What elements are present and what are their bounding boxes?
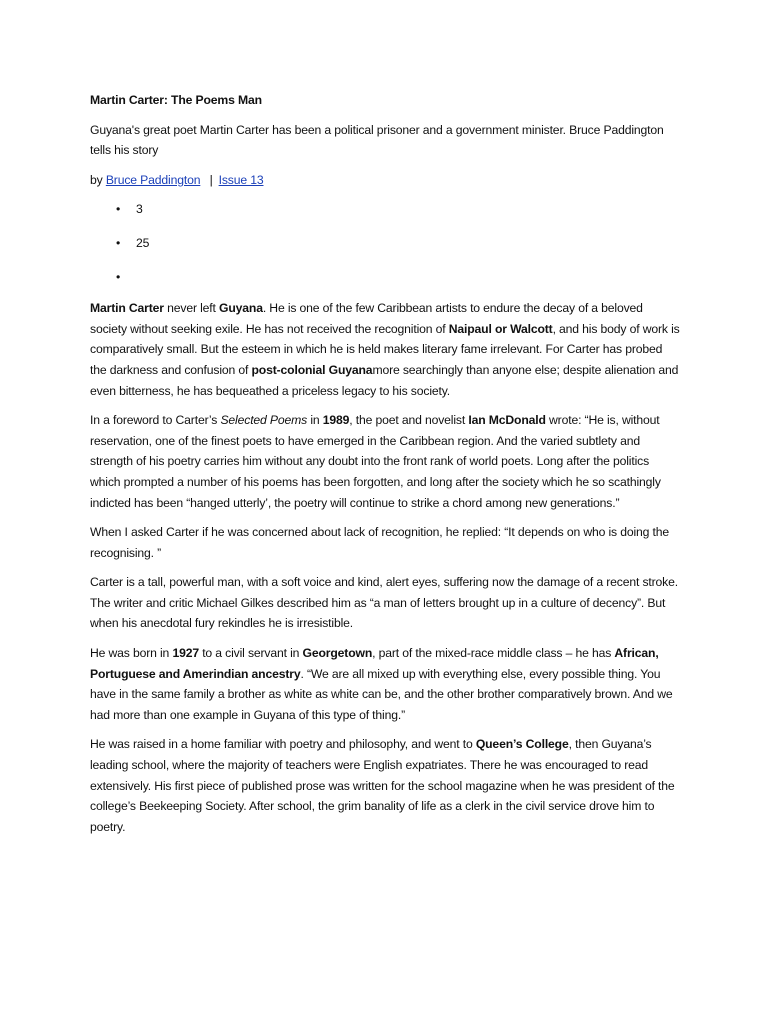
article-body [90, 298, 680, 837]
byline [90, 170, 680, 191]
text-run: , and his body of work is comparatively small. But the esteem in which he is held makes literary fame irrelevant. For Carter has probed the darkness and confusion of [90, 321, 680, 377]
emphasis-bold: Naipaul or Walcott [448, 321, 553, 336]
emphasis-italic: Selected Poems [220, 413, 308, 428]
emphasis-bold: Georgetown [302, 646, 373, 661]
text-run: more searchingly than anyone else; despite alienation and even bitterness, he has bequeathed a priceless legacy to his society. [90, 362, 679, 398]
bullet-icon: • [116, 235, 121, 250]
stat-item [116, 199, 680, 220]
issue-link[interactable]: Issue 13 [218, 172, 264, 187]
stat-value: 25 [136, 235, 150, 250]
emphasis-bold: Queen’s College [475, 737, 569, 752]
byline-separator: | [209, 172, 213, 187]
text-run: . “We are all mixed up with everything else, every possible thing. You have in the same family a brother as white as white can be, and the other brother comparatively brown. And we had more than one example in Guyana of this type of thing.” [90, 666, 673, 722]
body-paragraph [90, 643, 680, 725]
body-paragraph [90, 734, 680, 837]
emphasis-bold: 1989 [322, 413, 350, 428]
text-run: to a civil servant in [198, 646, 303, 661]
emphasis-bold: Guyana [219, 301, 263, 316]
share-stats-list [90, 199, 680, 287]
emphasis-bold: Martin Carter [90, 301, 164, 316]
stat-item [116, 233, 680, 254]
article-subtitle: Guyana's great poet Martin Carter has been a political prisoner and a government minister. Bruce Paddington tells his story [90, 122, 664, 158]
body-paragraph [90, 522, 680, 563]
stat-item [116, 267, 680, 288]
article [90, 90, 680, 846]
text-run: He was raised in a home familiar with poetry and philosophy, and went to [90, 737, 476, 752]
text-run: in [307, 413, 323, 428]
text-run: , part of the mixed-race middle class – he has [372, 646, 615, 661]
emphasis-bold: 1927 [172, 646, 199, 661]
text-run: wrote: “He is, without reservation, one of the finest poets to have emerged in the Caribbean region. And the varied subtlety and strength of his poetry carries him without any doubt into the front rank of world poets. Long after the politics which prompted a number of his poems has been forgotten, and long after the society which he so scathingly indicted has been “hanged utterly’, the poetry will continue to strike a chord among new generations.” [90, 413, 661, 510]
text-run: He was born in [90, 646, 173, 661]
text-run: In a foreword to Carter’s [90, 413, 221, 428]
body-paragraph [90, 298, 680, 401]
text-run: . He is one of the few Caribbean artists to endure the decay of a beloved society without seeking exile. He has not received the recognition of [90, 301, 643, 336]
emphasis-bold: post-colonial Guyana [251, 362, 373, 377]
stat-value: 3 [136, 202, 143, 217]
bullet-icon: • [116, 202, 121, 217]
byline-prefix: by [90, 172, 103, 187]
emphasis-bold: African, Portuguese and Amerindian ancestry [90, 646, 659, 681]
author-link[interactable]: Bruce Paddington [105, 172, 201, 187]
text-run: , the poet and novelist [349, 413, 469, 428]
bullet-icon: • [116, 269, 121, 284]
text-run: never left [163, 301, 220, 316]
body-paragraph [90, 572, 680, 634]
article-title: Martin Carter: The Poems Man [90, 93, 262, 107]
emphasis-bold: Ian McDonald [468, 413, 546, 428]
text-run: Carter is a tall, powerful man, with a soft voice and kind, alert eyes, suffering now the damage of a recent stroke. The writer and critic Michael Gilkes described him as “a man of letters brought up in a culture of decency”. But when his anecdotal fury rekindles he is irresistible. [90, 575, 678, 631]
text-run: When I asked Carter if he was concerned about lack of recognition, he replied: “It depends on who is doing the recognising. ” [90, 525, 670, 560]
body-paragraph [90, 410, 680, 513]
text-run: , then Guyana’s leading school, where the majority of teachers were English expatriates. There he was encouraged to read extensively. His first piece of published prose was written for the school magazine when he was president of the college’s Beekeeping Society. After school, the grim banality of life as a clerk in the civil service drove him to poetry. [90, 737, 675, 834]
